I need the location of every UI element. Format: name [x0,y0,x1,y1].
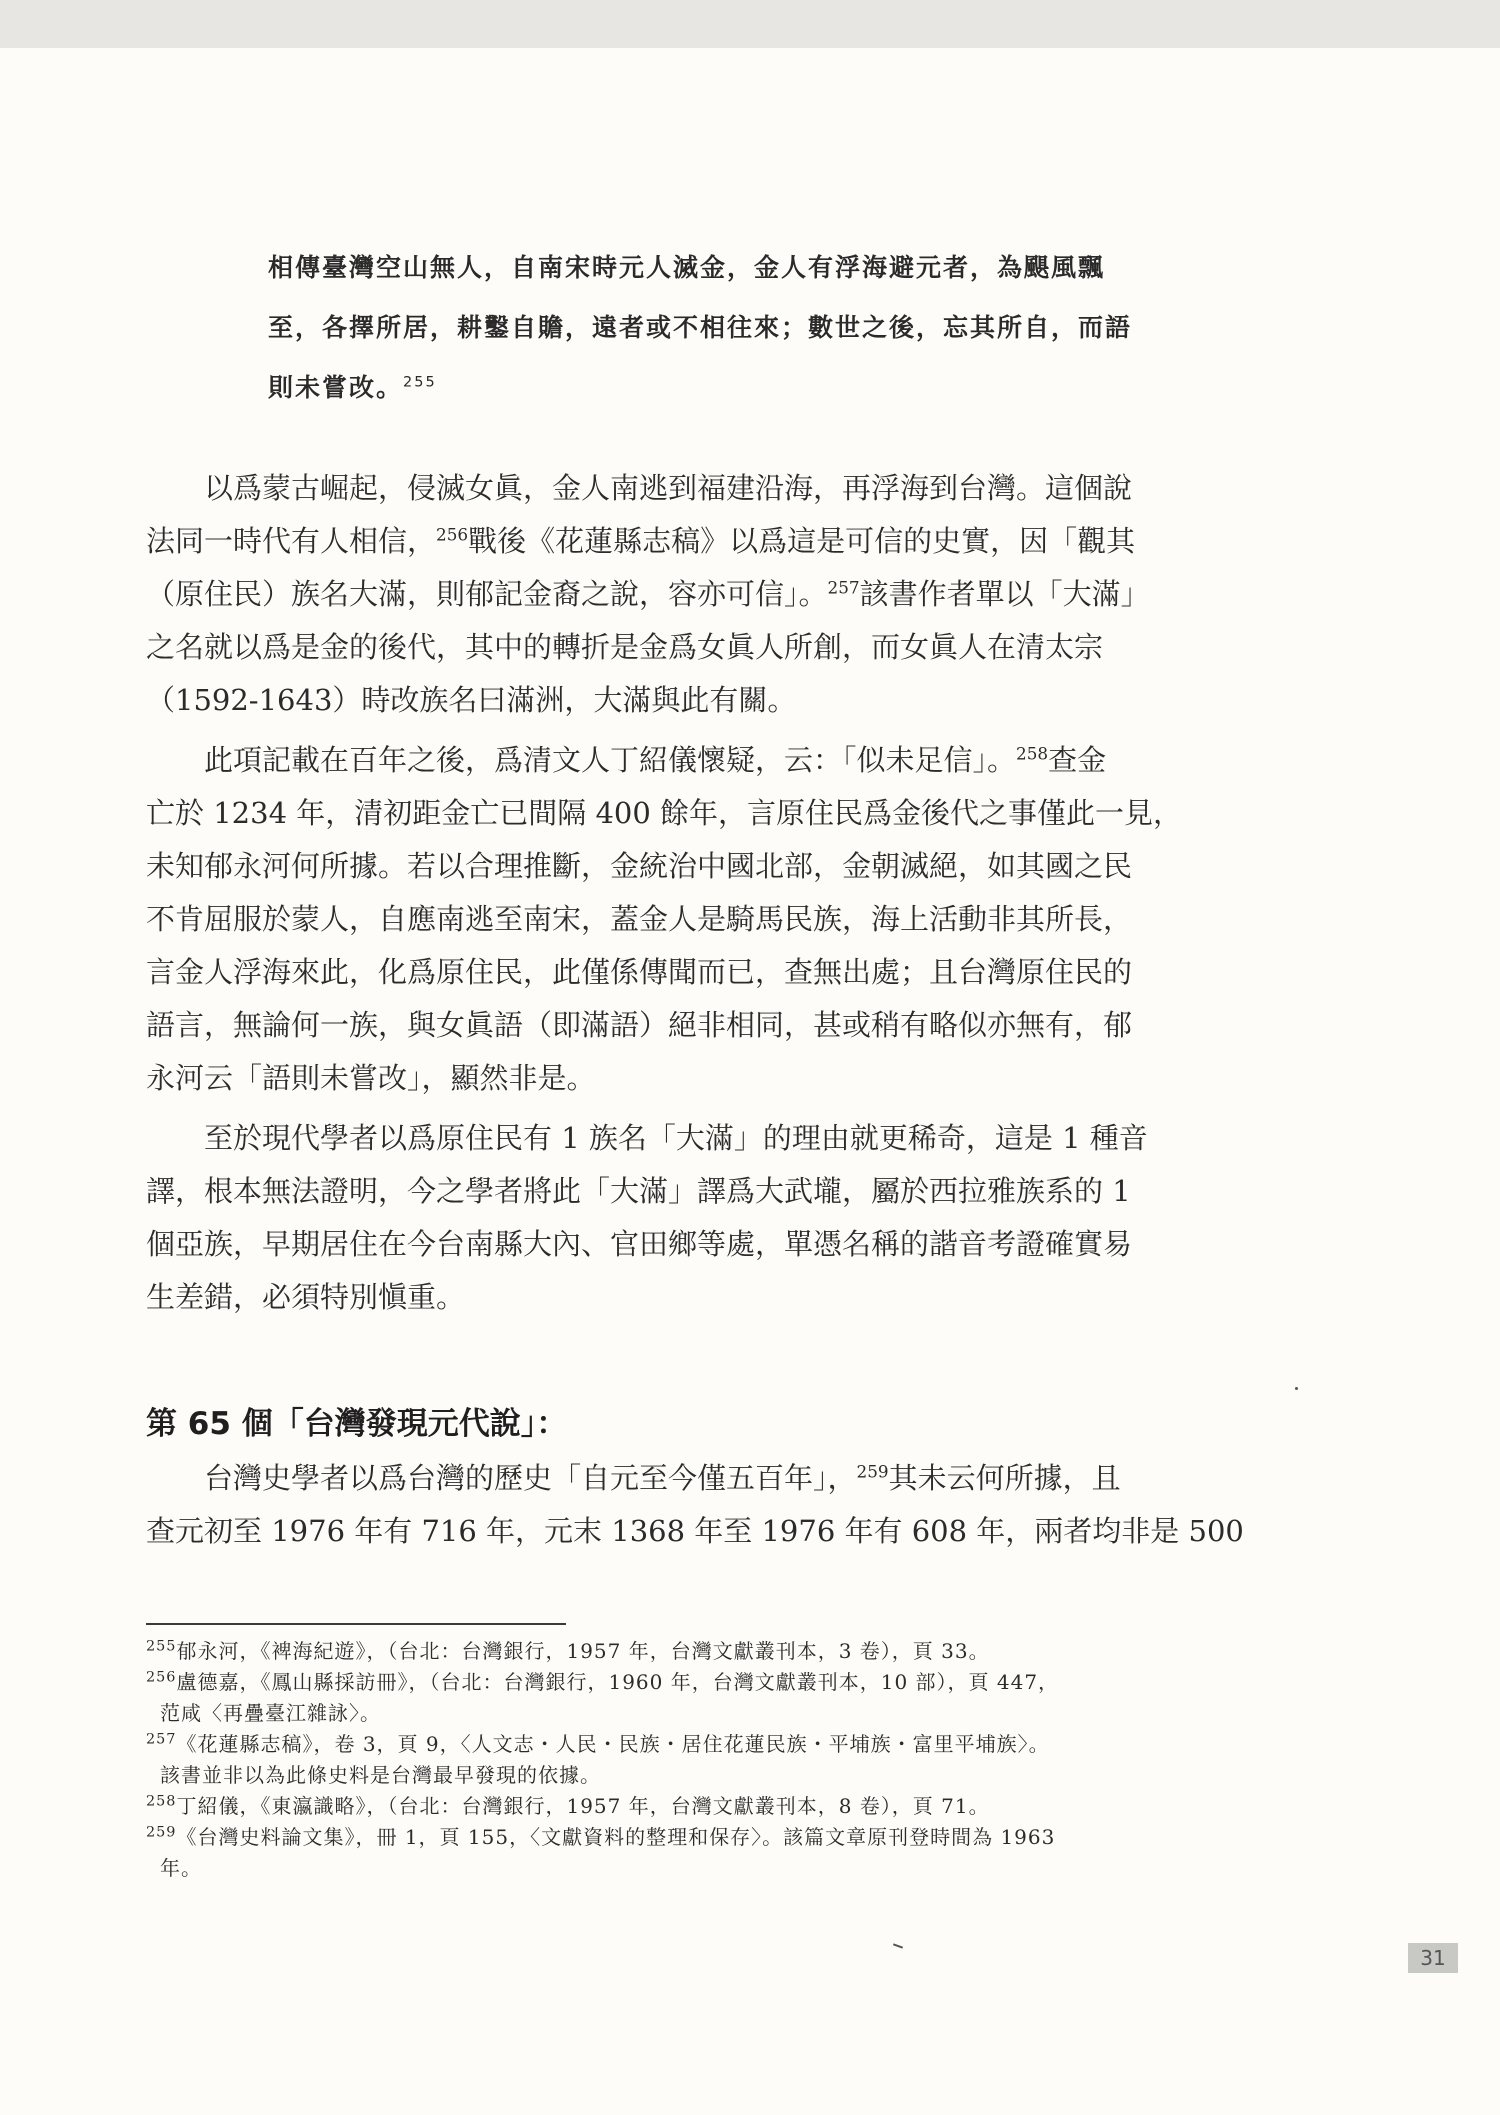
footnote [146,1667,1286,1698]
text-run: 法同一時代有人相信， [146,524,437,558]
paragraph-line: 生差錯，必須特別愼重。 [146,1280,466,1314]
scan-speck [893,1943,903,1948]
footnote-text: 《台灣史料論文集》，冊 1，頁 155，〈文獻資料的整理和保存〉。該篇文章原刊登時間為 1963 [176,1825,1056,1849]
footnote-continuation: 范咸〈再疊臺江雜詠〉。 [160,1701,381,1725]
footnote-text: 郁永河，《裨海紀遊》，（台北：台灣銀行，1957 年，台灣文獻叢刊本，3 卷），頁 33。 [176,1639,990,1663]
paragraph-line: （1592-1643）時改族名曰滿洲，大滿與此有關。 [146,683,797,717]
footnote-text: 《花蓮縣志稿》，卷 3，頁 9，〈人文志・人民・民族・居住花蓮民族・平埔族・富里平埔族〉。 [176,1732,1050,1756]
footnote-ref: 255 [403,374,437,391]
footnote-number: 259 [146,1824,177,1841]
quote-text: 則未嘗改。 [268,373,404,402]
paragraph-line: 譯，根本無法證明，今之學者將此「大滿」譯爲大武壠，屬於西拉雅族系的 1 [146,1174,1131,1208]
footnote [146,1791,1286,1822]
paragraph-line: 未知郁永河何所據。若以合理推斷，金統治中國北部，金朝滅絕，如其國之民 [146,849,1133,883]
footnote-continuation: 年。 [160,1856,202,1880]
text-run: 戰後《花蓮縣志稿》以爲這是可信的史實，因「觀其 [468,524,1136,558]
footnote-ref: 259 [856,1461,889,1482]
paragraph-line: 永河云「語則未嘗改」，顯然非是。 [146,1061,596,1095]
footnote-ref: 256 [436,524,469,545]
scan-speck [1295,1387,1298,1390]
paragraph-line: 亡於 1234 年，清初距金亡已間隔 400 餘年，言原住民爲金後代之事僅此一見， [146,796,1183,830]
main-text-continued [146,1452,1266,1558]
footnote-number: 256 [146,1669,177,1686]
text-run: （原住民）族名大滿，則郁記金裔之說，容亦可信」。 [146,577,828,611]
text-run: 查金 [1048,743,1107,777]
paragraph-line: 至於現代學者以爲原住民有 1 族名「大滿」的理由就更稀奇，這是 1 種音 [204,1121,1148,1155]
footnote [146,1822,1286,1853]
paragraph-line [146,515,1266,568]
paragraph-line: 查元初至 1976 年有 716 年，元末 1368 年至 1976 年有 608 年，兩者均非是 500 [146,1514,1244,1548]
footnote-number: 257 [146,1731,177,1748]
section-heading: 第 65 個「台灣發現元代說」： [146,1406,568,1442]
scan-top-band [0,0,1500,48]
footnote [146,1636,1286,1667]
footnote-ref: 257 [827,577,860,598]
footnote-number: 258 [146,1793,177,1810]
footnote-divider [146,1623,566,1625]
footnote-ref: 258 [1016,743,1049,764]
page-number: 31 [1408,1943,1458,1973]
quote-line: 至，各擇所居，耕鑿自贍，遠者或不相往來；數世之後，忘其所自，而語 [268,313,1133,342]
paragraph-line [146,1452,1266,1505]
text-run: 其未云何所據，且 [888,1461,1121,1495]
paragraph-line: 語言，無論何一族，與女眞語（即滿語）絕非相同，甚或稍有略似亦無有，郁 [146,1008,1133,1042]
footnote-text: 盧德嘉，《鳳山縣採訪冊》，（台北：台灣銀行，1960 年，台灣文獻叢刊本，10 部），頁 447， [176,1670,1060,1694]
text-run: 台灣史學者以爲台灣的歷史「自元至今僅五百年」， [204,1461,857,1495]
paragraph-line: 以爲蒙古崛起，侵滅女眞，金人南逃到福建沿海，再浮海到台灣。這個說 [204,471,1133,505]
paragraph-line: 不肯屈服於蒙人，自應南逃至南宋，蓋金人是騎馬民族，海上活動非其所長， [146,902,1133,936]
paragraph-line: 之名就以爲是金的後代，其中的轉折是金爲女眞人所創，而女眞人在清太宗 [146,630,1104,664]
paragraph-line: 言金人浮海來此，化爲原住民，此僅係傳聞而已，查無出處；且台灣原住民的 [146,955,1133,989]
footnote-continuation: 該書並非以為此條史料是台灣最早發現的依據。 [160,1763,601,1787]
footnote [146,1729,1286,1760]
quote-line [268,358,1288,418]
text-run: 該書作者單以「大滿」 [859,577,1150,611]
footnote-number: 255 [146,1638,177,1655]
paragraph-line [146,568,1266,621]
paragraph-line [146,734,1266,787]
quote-line: 相傳臺灣空山無人，自南宋時元人滅金，金人有浮海避元者，為颶風飄 [268,253,1106,282]
paragraph-line: 個亞族，早期居住在今台南縣大內、官田鄉等處，單憑名稱的諧音考證確實易 [146,1227,1133,1261]
footnote-text: 丁紹儀，《東瀛識略》，（台北：台灣銀行，1957 年，台灣文獻叢刊本，8 卷），頁 71。 [176,1794,990,1818]
footnotes [146,1636,1286,1884]
block-quote [268,238,1288,418]
main-text [146,462,1266,1324]
text-run: 此項記載在百年之後，爲清文人丁紹儀懷疑，云：「似未足信」。 [204,743,1017,777]
